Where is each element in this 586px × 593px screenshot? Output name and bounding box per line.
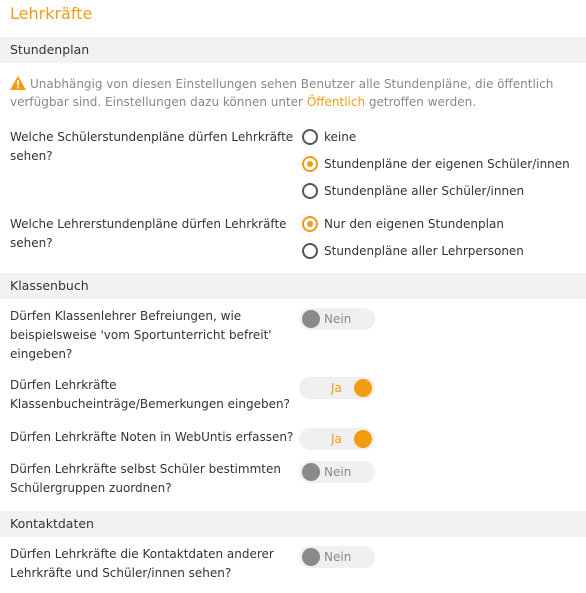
toggle-noten[interactable] (299, 428, 375, 450)
toggle-klassenbucheintraege[interactable] (299, 377, 375, 399)
section-header-stundenplan: Stundenplan (0, 37, 586, 63)
radio-option-alle-schueler[interactable] (302, 181, 524, 201)
toggle-label: Ja (331, 381, 342, 395)
radio-option-eigener-stundenplan[interactable] (302, 214, 504, 234)
radio-button[interactable] (302, 183, 318, 199)
radio-label: keine (324, 130, 357, 144)
toggle-knob (354, 379, 372, 397)
radio-label: Stundenpläne aller Lehrpersonen (324, 244, 524, 258)
info-notice (10, 75, 580, 111)
radio-button[interactable] (302, 243, 318, 259)
radio-button-selected[interactable] (302, 216, 318, 232)
page-title: Lehrkräfte (10, 4, 93, 23)
radio-button-selected[interactable] (302, 156, 318, 172)
section-header-klassenbuch: Klassenbuch (0, 273, 586, 299)
toggle-schuelergruppen[interactable] (299, 461, 375, 483)
info-text-after: getroffen werden. (368, 95, 477, 109)
toggle-befreiungen[interactable] (299, 308, 375, 330)
radio-label: Nur den eigenen Stundenplan (324, 217, 504, 231)
section-header-kontaktdaten: Kontaktdaten (0, 511, 586, 537)
toggle-knob (302, 548, 320, 566)
oeffentlich-link[interactable]: Öffentlich (306, 95, 366, 109)
question-lehrerstundenplaene: Welche Lehrerstundenpläne dürfen Lehrkräfte sehen? (10, 217, 287, 250)
toggle-label: Ja (331, 432, 342, 446)
warning-icon (10, 76, 26, 90)
toggle-kontaktdaten[interactable] (299, 546, 375, 568)
question-befreiungen: Dürfen Klassenlehrer Befreiungen, wie beispielsweise 'vom Sportunterricht befreit' eingeben? (10, 309, 272, 361)
toggle-label: Nein (324, 550, 352, 564)
question-kontaktdaten: Dürfen Lehrkräfte die Kontaktdaten anderer Lehrkräfte und Schüler/innen sehen? (10, 547, 274, 580)
radio-option-alle-lehrpersonen[interactable] (302, 241, 524, 261)
info-text: Unabhängig von diesen Einstellungen sehen Benutzer alle Stundenpläne, die öffentlich verfügbar sind. Einstellungen dazu können unter (10, 77, 554, 109)
radio-option-keine[interactable] (302, 127, 356, 147)
radio-option-eigene-schueler[interactable] (302, 154, 570, 174)
toggle-knob (302, 310, 320, 328)
toggle-label: Nein (324, 465, 352, 479)
question-klassenbucheintraege: Dürfen Lehrkräfte Klassenbucheinträge/Bemerkungen eingeben? (10, 378, 290, 411)
question-noten: Dürfen Lehrkräfte Noten in WebUntis erfassen? (10, 430, 294, 444)
radio-label: Stundenpläne der eigenen Schüler/innen (324, 157, 570, 171)
question-schuelerstundenplaene: Welche Schülerstundenpläne dürfen Lehrkräfte sehen? (10, 130, 294, 163)
question-schuelergruppen: Dürfen Lehrkräfte selbst Schüler bestimmten Schülergruppen zuordnen? (10, 462, 281, 495)
radio-label: Stundenpläne aller Schüler/innen (324, 184, 525, 198)
toggle-knob (354, 430, 372, 448)
radio-button[interactable] (302, 129, 318, 145)
toggle-label: Nein (324, 312, 352, 326)
toggle-knob (302, 463, 320, 481)
